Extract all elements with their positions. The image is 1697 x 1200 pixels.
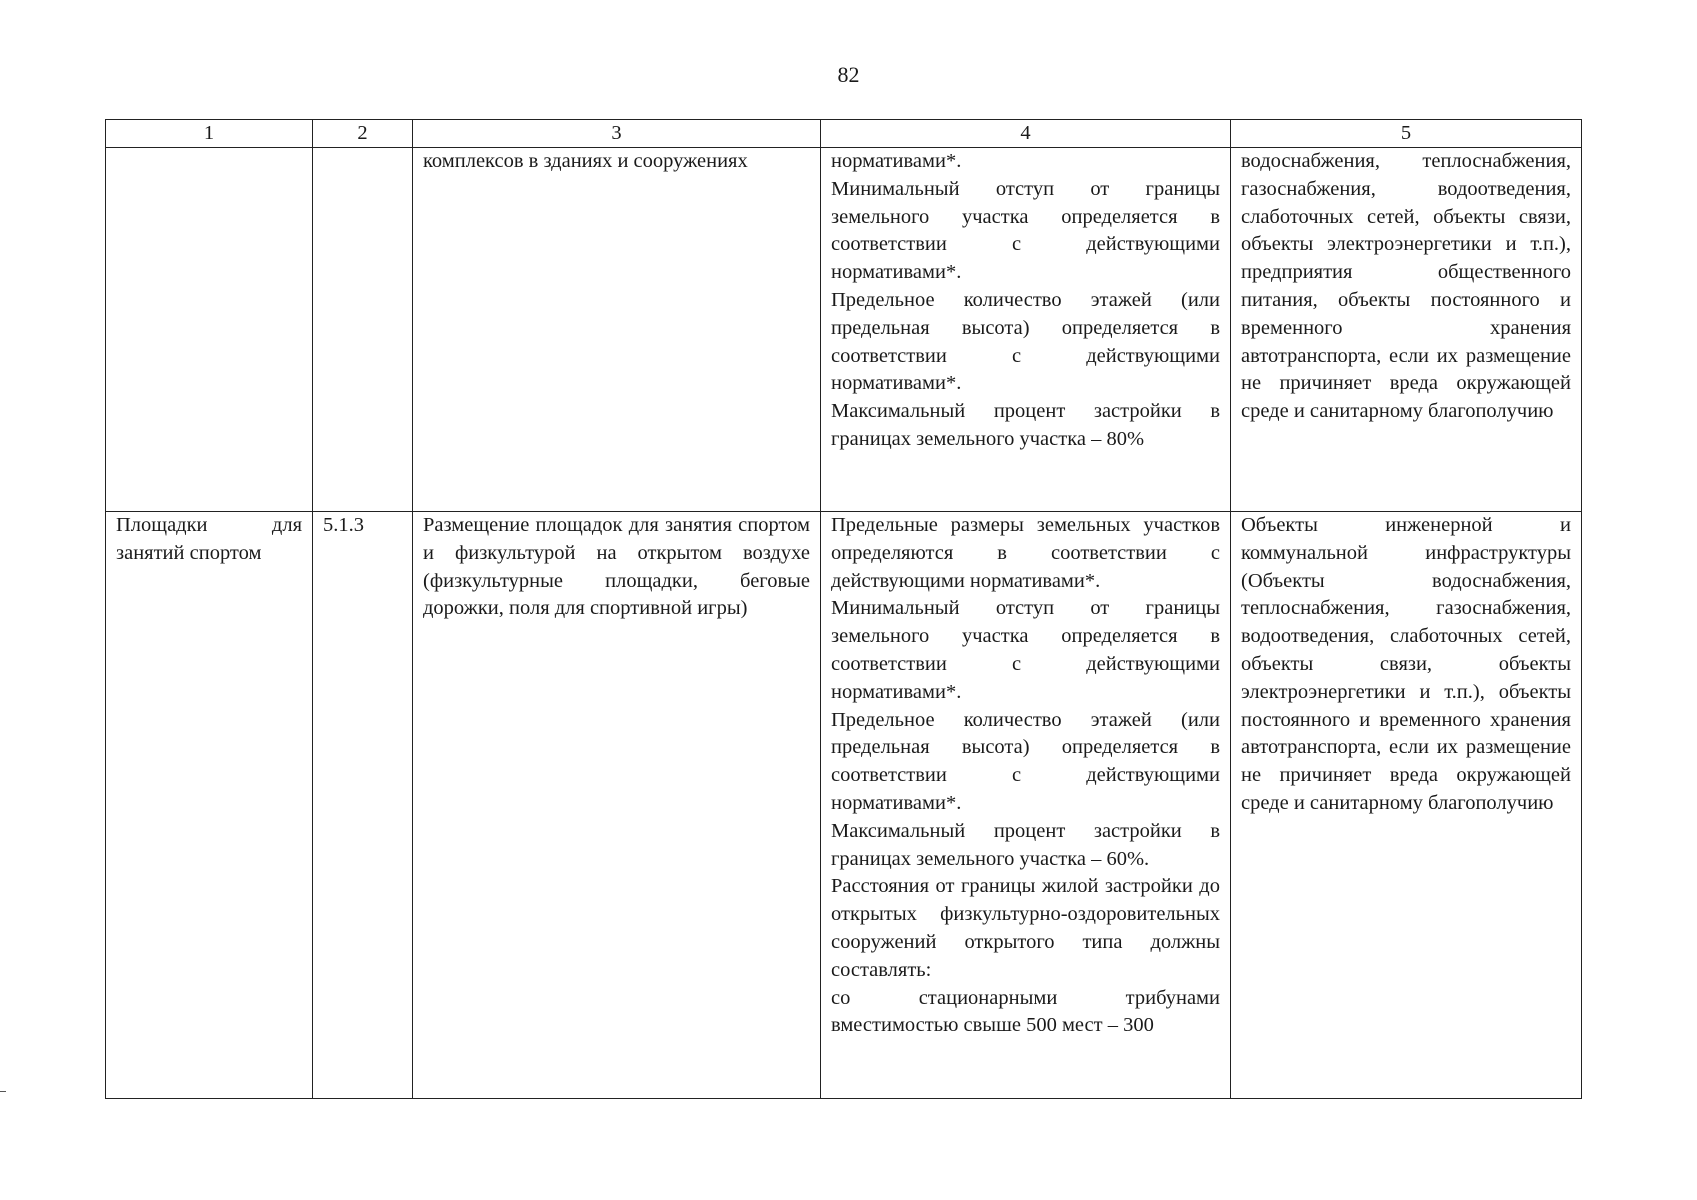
use-description: Размещение площадок для занятия спортом и физкультурой на открытом воздухе (физкультурные площадки, беговые дорожки, поля для спортивной игры)	[423, 514, 810, 620]
use-description: комплексов в зданиях и сооружениях	[423, 150, 748, 172]
zoning-table	[105, 119, 1582, 1099]
auxiliary-uses-text: водоснабжения, теплоснабжения, газоснабжения, водоотведения, слаботочных сетей, объекты связи, объекты электроэнергетики и т.п.), предприятия общественного питания, объекты постоянного и временного хранения автотранспорта, если их размещение не причиняет вреда окружающей среде и санитарному благополучию	[1241, 150, 1571, 423]
use-code-cell	[313, 512, 413, 1099]
auxiliary-uses-text: Объекты инженерной и коммунальной инфраструктуры (Объекты водоснабжения, теплоснабжения, газоснабжения, водоотведения, слаботочных сетей, объекты связи, объекты электроэнергетики и т.п.), объекты постоянного и временного хранения автотранспорта, если их размещение не причиняет вреда окружающей среде и санитарному благополучию	[1241, 514, 1571, 814]
use-description-cell	[413, 512, 821, 1099]
use-code: 5.1.3	[323, 514, 364, 536]
parameter-text: Предельное количество этажей (или предельная высота) определяется в соответствии с действующими нормативами*.	[831, 708, 1220, 814]
parameter-text: Максимальный процент застройки в границах земельного участка – 60%.	[831, 819, 1220, 870]
use-code-cell	[313, 148, 413, 512]
permitted-use-name: Площадки для занятий спортом	[116, 514, 302, 564]
parameter-text: Минимальный отступ от границы земельного участка определяется в соответствии с действующими нормативами*.	[831, 177, 1220, 284]
parameter-text: Предельные размеры земельных участков определяются в соответствии с действующими нормативами*.	[831, 514, 1220, 592]
permitted-use-name-cell	[106, 512, 313, 1099]
parameter-text: Расстояния от границы жилой застройки до открытых физкультурно-оздоровительных сооружений открытого типа должны составлять:	[831, 875, 1220, 981]
parameter-text: нормативами*.	[831, 150, 962, 172]
parameter-text: Максимальный процент застройки в границах земельного участка – 80%	[831, 400, 1220, 450]
parameters-cell	[821, 148, 1231, 512]
parameter-text: со стационарными трибунами вместимостью свыше 500 мест – 300	[831, 986, 1220, 1037]
table-row	[106, 512, 1582, 1099]
page-number: 82	[837, 62, 860, 87]
parameters-cell	[821, 512, 1231, 1099]
column-header-2: 2	[313, 120, 413, 148]
table-header-row	[106, 120, 1582, 148]
column-header-3: 3	[413, 120, 821, 148]
column-header-4: 4	[821, 120, 1231, 148]
parameter-text: Минимальный отступ от границы земельного участка определяется в соответствии с действующими нормативами*.	[831, 597, 1220, 703]
auxiliary-uses-cell	[1231, 512, 1582, 1099]
auxiliary-uses-cell	[1231, 148, 1582, 512]
use-description-cell	[413, 148, 821, 512]
scan-margin-mark	[0, 1091, 6, 1092]
column-header-1: 1	[106, 120, 313, 148]
table-row	[106, 148, 1582, 512]
column-header-5: 5	[1231, 120, 1582, 148]
parameter-text: Предельное количество этажей (или предельная высота) определяется в соответствии с действующими нормативами*.	[831, 288, 1220, 395]
permitted-use-name-cell	[106, 148, 313, 512]
